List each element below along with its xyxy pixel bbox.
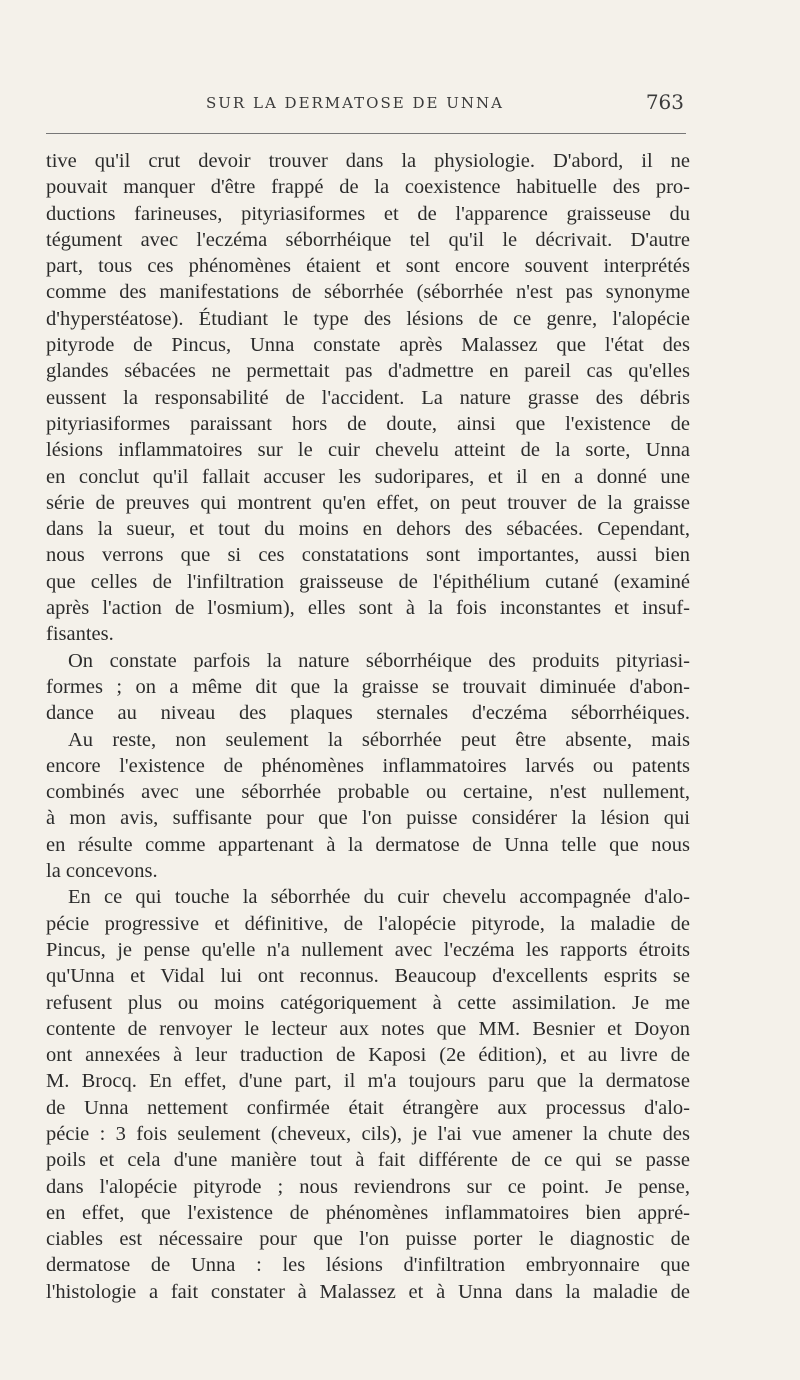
text-line: comme des manifestations de séborrhée (séborrhée n'est pas synonyme (46, 281, 690, 304)
text-line: eussent la responsabilité de l'accident. La nature grasse des débris (46, 386, 690, 409)
text-line: poils et cela d'une manière tout à fait différente de ce qui se passe (46, 1149, 690, 1172)
text-line: pityrode de Pincus, Unna constate après Malassez que l'état des (46, 334, 690, 357)
text-line: dance au niveau des plaques sternales d'eczéma séborrhéiques. (46, 702, 690, 725)
text-line: d'hyperstéatose). Étudiant le type des lésions de ce genre, l'alopécie (46, 307, 690, 330)
text-line: de Unna nettement confirmée était étrangère aux processus d'alo- (46, 1096, 690, 1119)
text-line: lésions inflammatoires sur le cuir chevelu atteint de la sorte, Unna (46, 439, 690, 462)
text-line: que celles de l'infiltration graisseuse de l'épithélium cutané (examiné (46, 570, 690, 593)
text-line: la concevons. (46, 860, 158, 883)
text-line: l'histologie a fait constater à Malassez et à Unna dans la maladie de (46, 1280, 690, 1303)
header-rule (46, 133, 686, 134)
body-text (46, 148, 690, 1305)
text-line: Au reste, non seulement la séborrhée peut être absente, mais (68, 728, 690, 751)
text-line: tive qu'il crut devoir trouver dans la physiologie. D'abord, il ne (46, 150, 690, 172)
text-line: pécie : 3 fois seulement (cheveux, cils), je l'ai vue amener la chute des (46, 1122, 690, 1145)
running-title: SUR LA DERMATOSE DE UNNA (206, 94, 504, 112)
text-line: tégument avec l'eczéma séborrhéique tel qu'il le décrivait. D'autre (46, 228, 690, 251)
text-line: fisantes. (46, 623, 114, 646)
text-line: contente de renvoyer le lecteur aux notes que MM. Besnier et Doyon (46, 1017, 690, 1040)
text-line: dans la sueur, et tout du moins en dehors des sébacées. Cependant, (46, 518, 690, 541)
text-line: série de preuves qui montrent qu'en effet, on peut trouver de la graisse (46, 491, 690, 514)
text-line: ont annexées à leur traduction de Kaposi (2e édition), et au livre de (46, 1044, 690, 1067)
text-line: On constate parfois la nature séborrhéique des produits pityriasi- (68, 649, 690, 672)
text-line: en effet, que l'existence de phénomènes inflammatoires bien appré- (46, 1201, 690, 1224)
text-line: ductions farineuses, pityriasiformes et de l'apparence graisseuse du (46, 202, 690, 225)
text-line: en conclut qu'il fallait accuser les sudoripares, et il en a donné une (46, 465, 690, 488)
text-line: M. Brocq. En effet, d'une part, il m'a toujours paru que la dermatose (46, 1070, 690, 1093)
text-line: encore l'existence de phénomènes inflammatoires larvés ou patents (46, 754, 690, 777)
text-line: après l'action de l'osmium), elles sont à la fois inconstantes et insuf- (46, 597, 690, 620)
text-line: dermatose de Unna : les lésions d'infiltration embryonnaire que (46, 1254, 690, 1277)
text-line: nous verrons que si ces constatations sont importantes, aussi bien (46, 544, 690, 567)
text-line: dans l'alopécie pityrode ; nous reviendrons sur ce point. Je pense, (46, 1175, 690, 1198)
text-line: En ce qui touche la séborrhée du cuir chevelu accompagnée d'alo- (68, 886, 690, 909)
text-line: Pincus, je pense qu'elle n'a nullement avec l'eczéma les rapports étroits (46, 938, 690, 961)
text-line: à mon avis, suffisante pour que l'on puisse considérer la lésion qui (46, 807, 690, 830)
running-head (46, 90, 686, 120)
text-line: qu'Unna et Vidal lui ont reconnus. Beaucoup d'excellents esprits se (46, 965, 690, 988)
text-line: ciables est nécessaire pour que l'on puisse porter le diagnostic de (46, 1228, 690, 1251)
text-line: part, tous ces phénomènes étaient et sont encore souvent interprétés (46, 255, 690, 278)
text-line: en résulte comme appartenant à la dermatose de Unna telle que nous (46, 833, 690, 856)
text-line: pécie progressive et définitive, de l'alopécie pityrode, la maladie de (46, 912, 690, 935)
text-line: pityriasiformes paraissant hors de doute, ainsi que l'existence de (46, 412, 690, 435)
text-line: glandes sébacées ne permettait pas d'admettre en pareil cas qu'elles (46, 360, 690, 383)
text-line: refusent plus ou moins catégoriquement à cette assimilation. Je me (46, 991, 690, 1014)
text-line: pouvait manquer d'être frappé de la coexistence habituelle des pro- (46, 176, 690, 199)
page-number: 763 (645, 90, 684, 114)
text-line: formes ; on a même dit que la graisse se trouvait diminuée d'abon- (46, 675, 690, 698)
text-line: combinés avec une séborrhée probable ou certaine, n'est nullement, (46, 781, 690, 804)
